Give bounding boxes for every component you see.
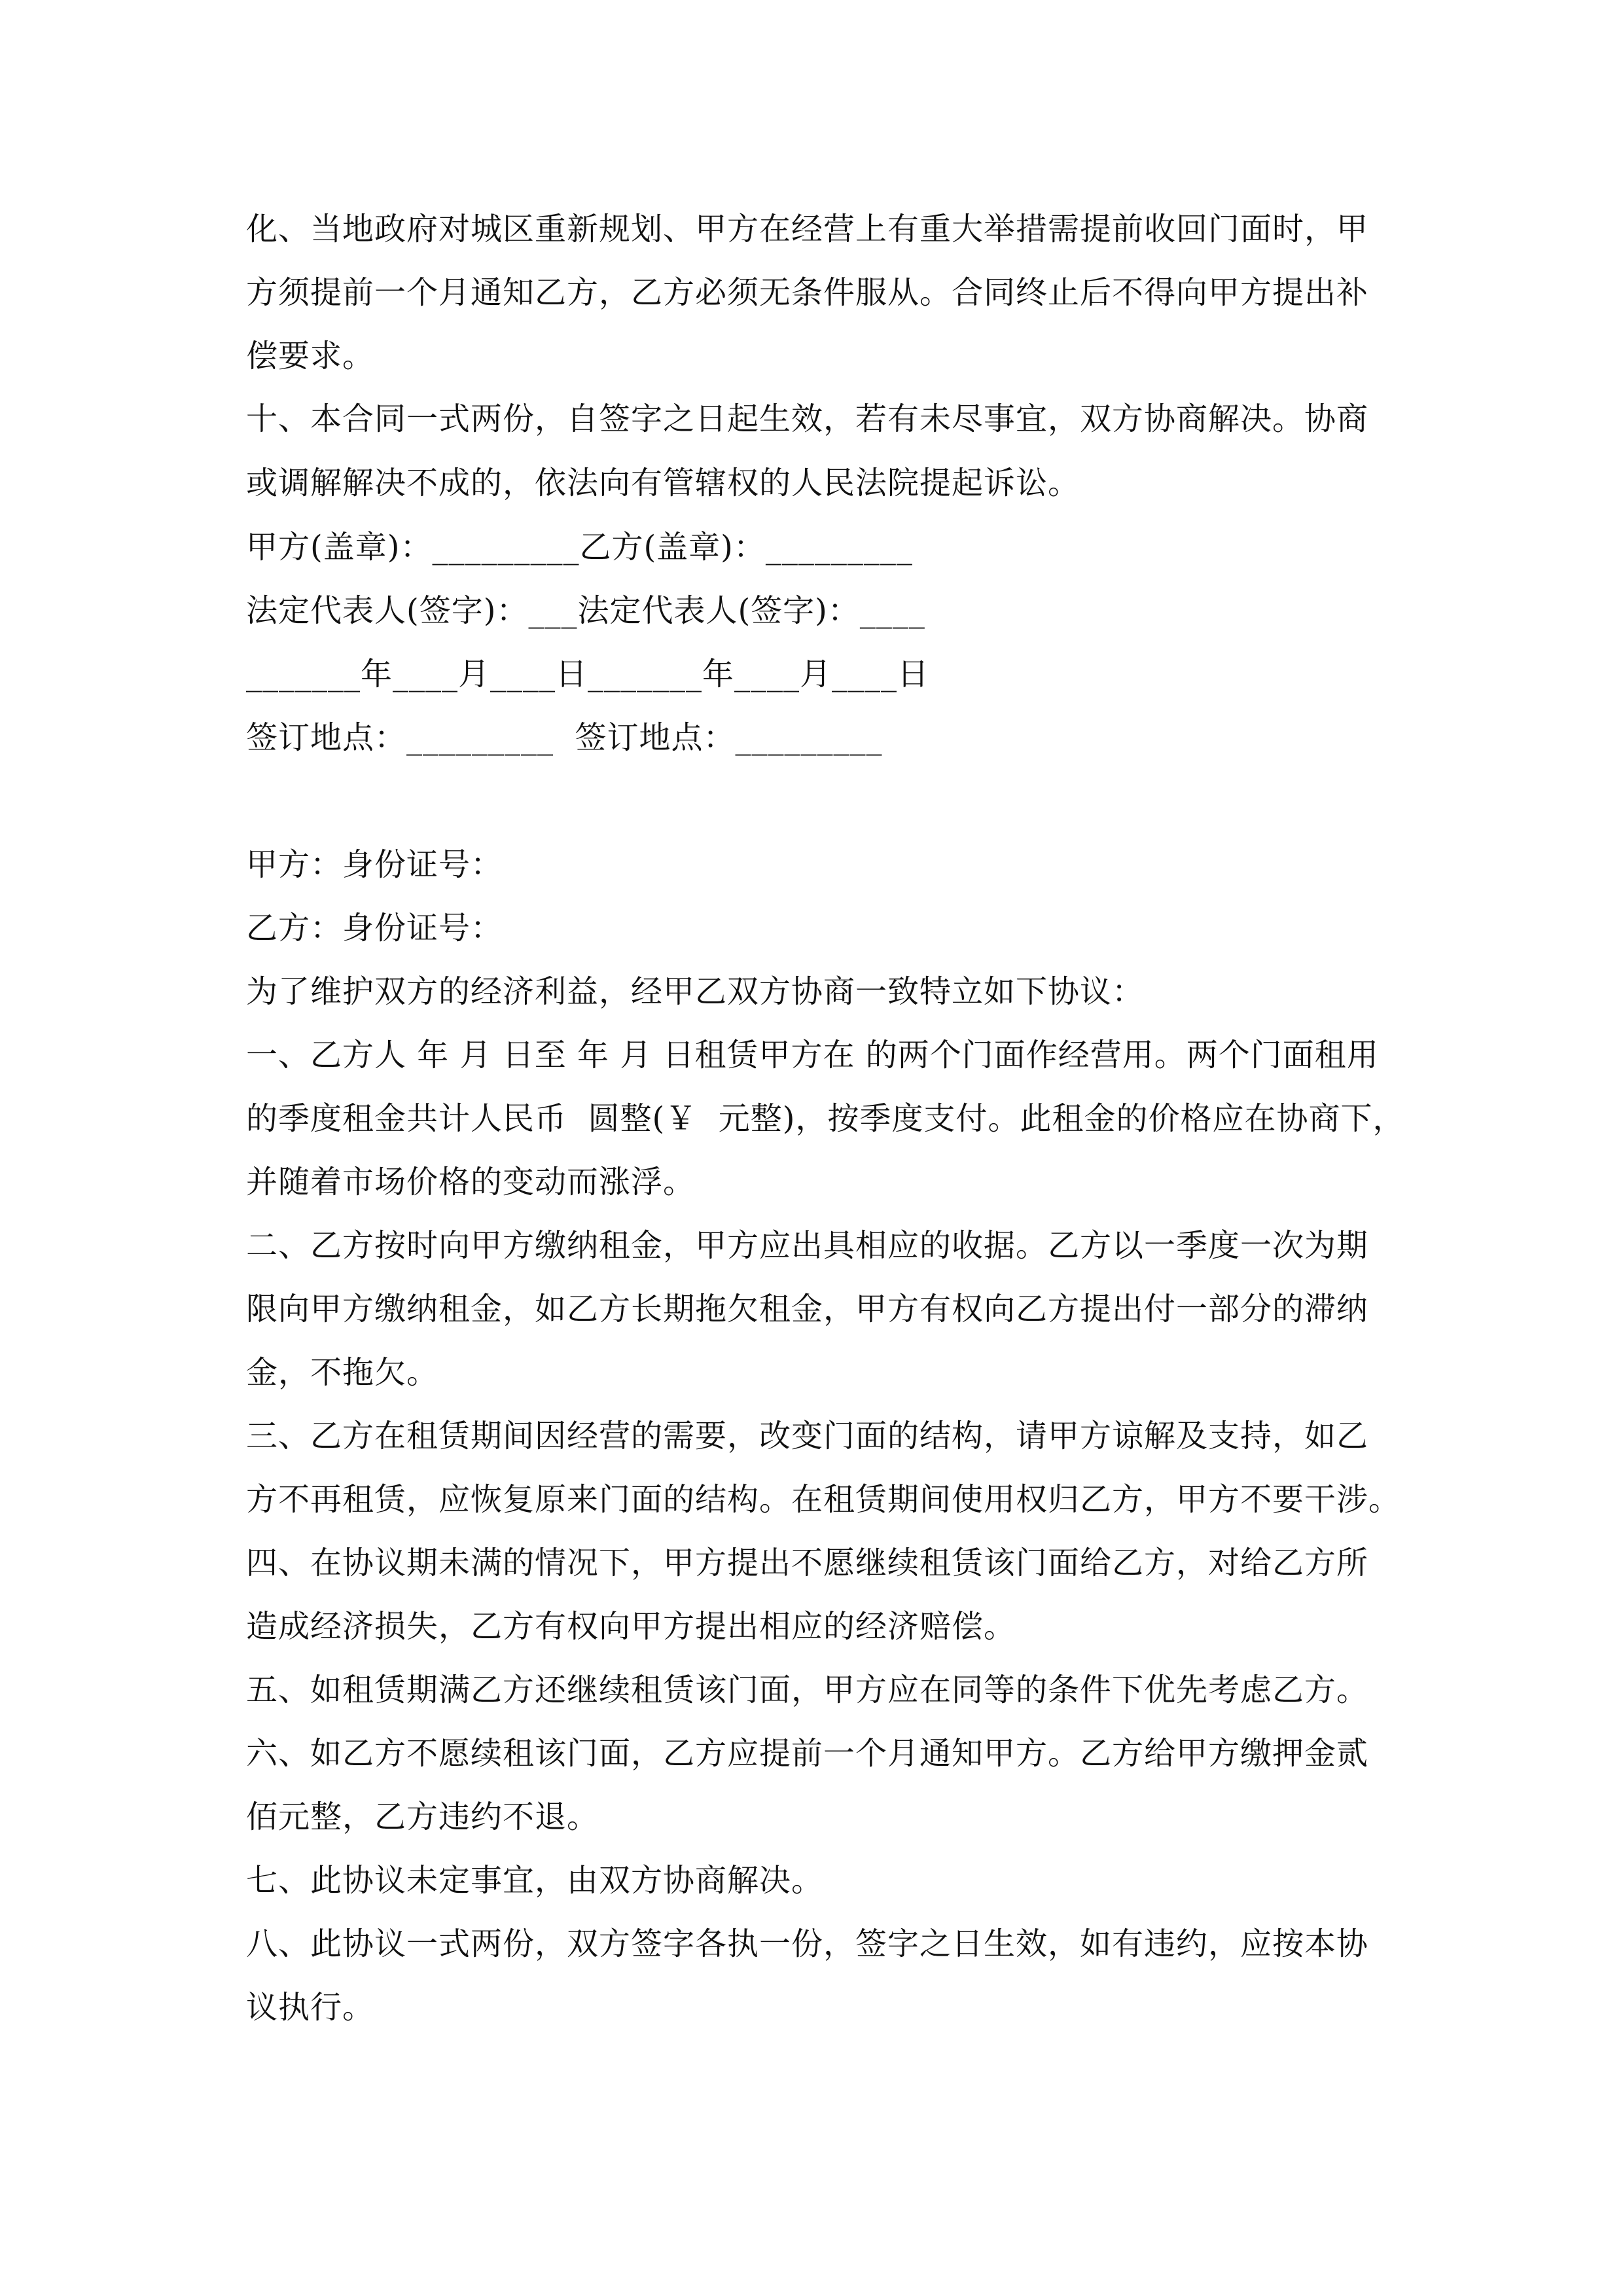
party-a-id-line: 甲方：身份证号： <box>246 846 503 883</box>
clause-line: 七、此协议未定事宜，由双方协商解决。 <box>246 1862 824 1899</box>
clause-line: 的季度租金共计人民币 圆整(￥ 元整)，按季度支付。此租金的价格应在协商下， <box>246 1100 1405 1137</box>
clause-line: 八、此协议一式两份，双方签字各执一份，签字之日生效，如有违约，应按本协 <box>246 1926 1369 1962</box>
text-line: 化、当地政府对城区重新规划、甲方在经营上有重大举措需提前收回门面时，甲 <box>246 211 1369 247</box>
agreement-intro: 为了维护双方的经济利益，经甲乙双方协商一致特立如下协议： <box>246 973 1145 1010</box>
clause-line: 造成经济损失，乙方有权向甲方提出相应的经济赔偿。 <box>246 1608 1016 1645</box>
text-line: 偿要求。 <box>246 338 375 374</box>
clause-line: 议执行。 <box>246 1989 375 2026</box>
clause-line: 限向甲方缴纳租金，如乙方长期拖欠租金，甲方有权向乙方提出付一部分的滞纳 <box>246 1291 1369 1327</box>
clause-line: 三、乙方在租赁期间因经营的需要，改变门面的结构，请甲方谅解及支持，如乙 <box>246 1418 1369 1454</box>
clause-line: 六、如乙方不愿续租该门面，乙方应提前一个月通知甲方。乙方给甲方缴押金贰 <box>246 1735 1369 1772</box>
clause-line: 四、在协议期未满的情况下，甲方提出不愿继续租赁该门面给乙方，对给乙方所 <box>246 1545 1369 1581</box>
party-b-id-line: 乙方：身份证号： <box>246 910 503 946</box>
signature-line-location: 签订地点：_________ 签订地点：_________ <box>246 719 883 756</box>
clause-line: 佰元整，乙方违约不退。 <box>246 1799 599 1835</box>
clause-line: 二、乙方按时向甲方缴纳租金，甲方应出具相应的收据。乙方以一季度一次为期 <box>246 1227 1369 1264</box>
signature-line-date: _______年____月____日_______年____月____日 <box>246 656 930 692</box>
clause-line: 五、如租赁期满乙方还继续租赁该门面，甲方应在同等的条件下优先考虑乙方。 <box>246 1672 1369 1708</box>
signature-line-representative: 法定代表人(签字)：___法定代表人(签字)：____ <box>246 592 925 629</box>
text-line: 方须提前一个月通知乙方，乙方必须无条件服从。合同终止后不得向甲方提出补 <box>246 274 1369 311</box>
clause-line: 金，不拖欠。 <box>246 1354 439 1391</box>
text-line: 十、本合同一式两份，自签字之日起生效，若有未尽事宜，双方协商解决。协商 <box>246 401 1369 437</box>
clause-line: 方不再租赁，应恢复原来门面的结构。在租赁期间使用权归乙方，甲方不要干涉。 <box>246 1481 1401 1518</box>
clause-line: 一、乙方人 年 月 日至 年 月 日租赁甲方在 的两个门面作经营用。两个门面租用 <box>246 1037 1379 1073</box>
signature-line-seal: 甲方(盖章)：_________乙方(盖章)：_________ <box>246 529 913 565</box>
clause-line: 并随着市场价格的变动而涨浮。 <box>246 1164 696 1200</box>
text-line: 或调解解决不成的，依法向有管辖权的人民法院提起诉讼。 <box>246 465 1080 501</box>
